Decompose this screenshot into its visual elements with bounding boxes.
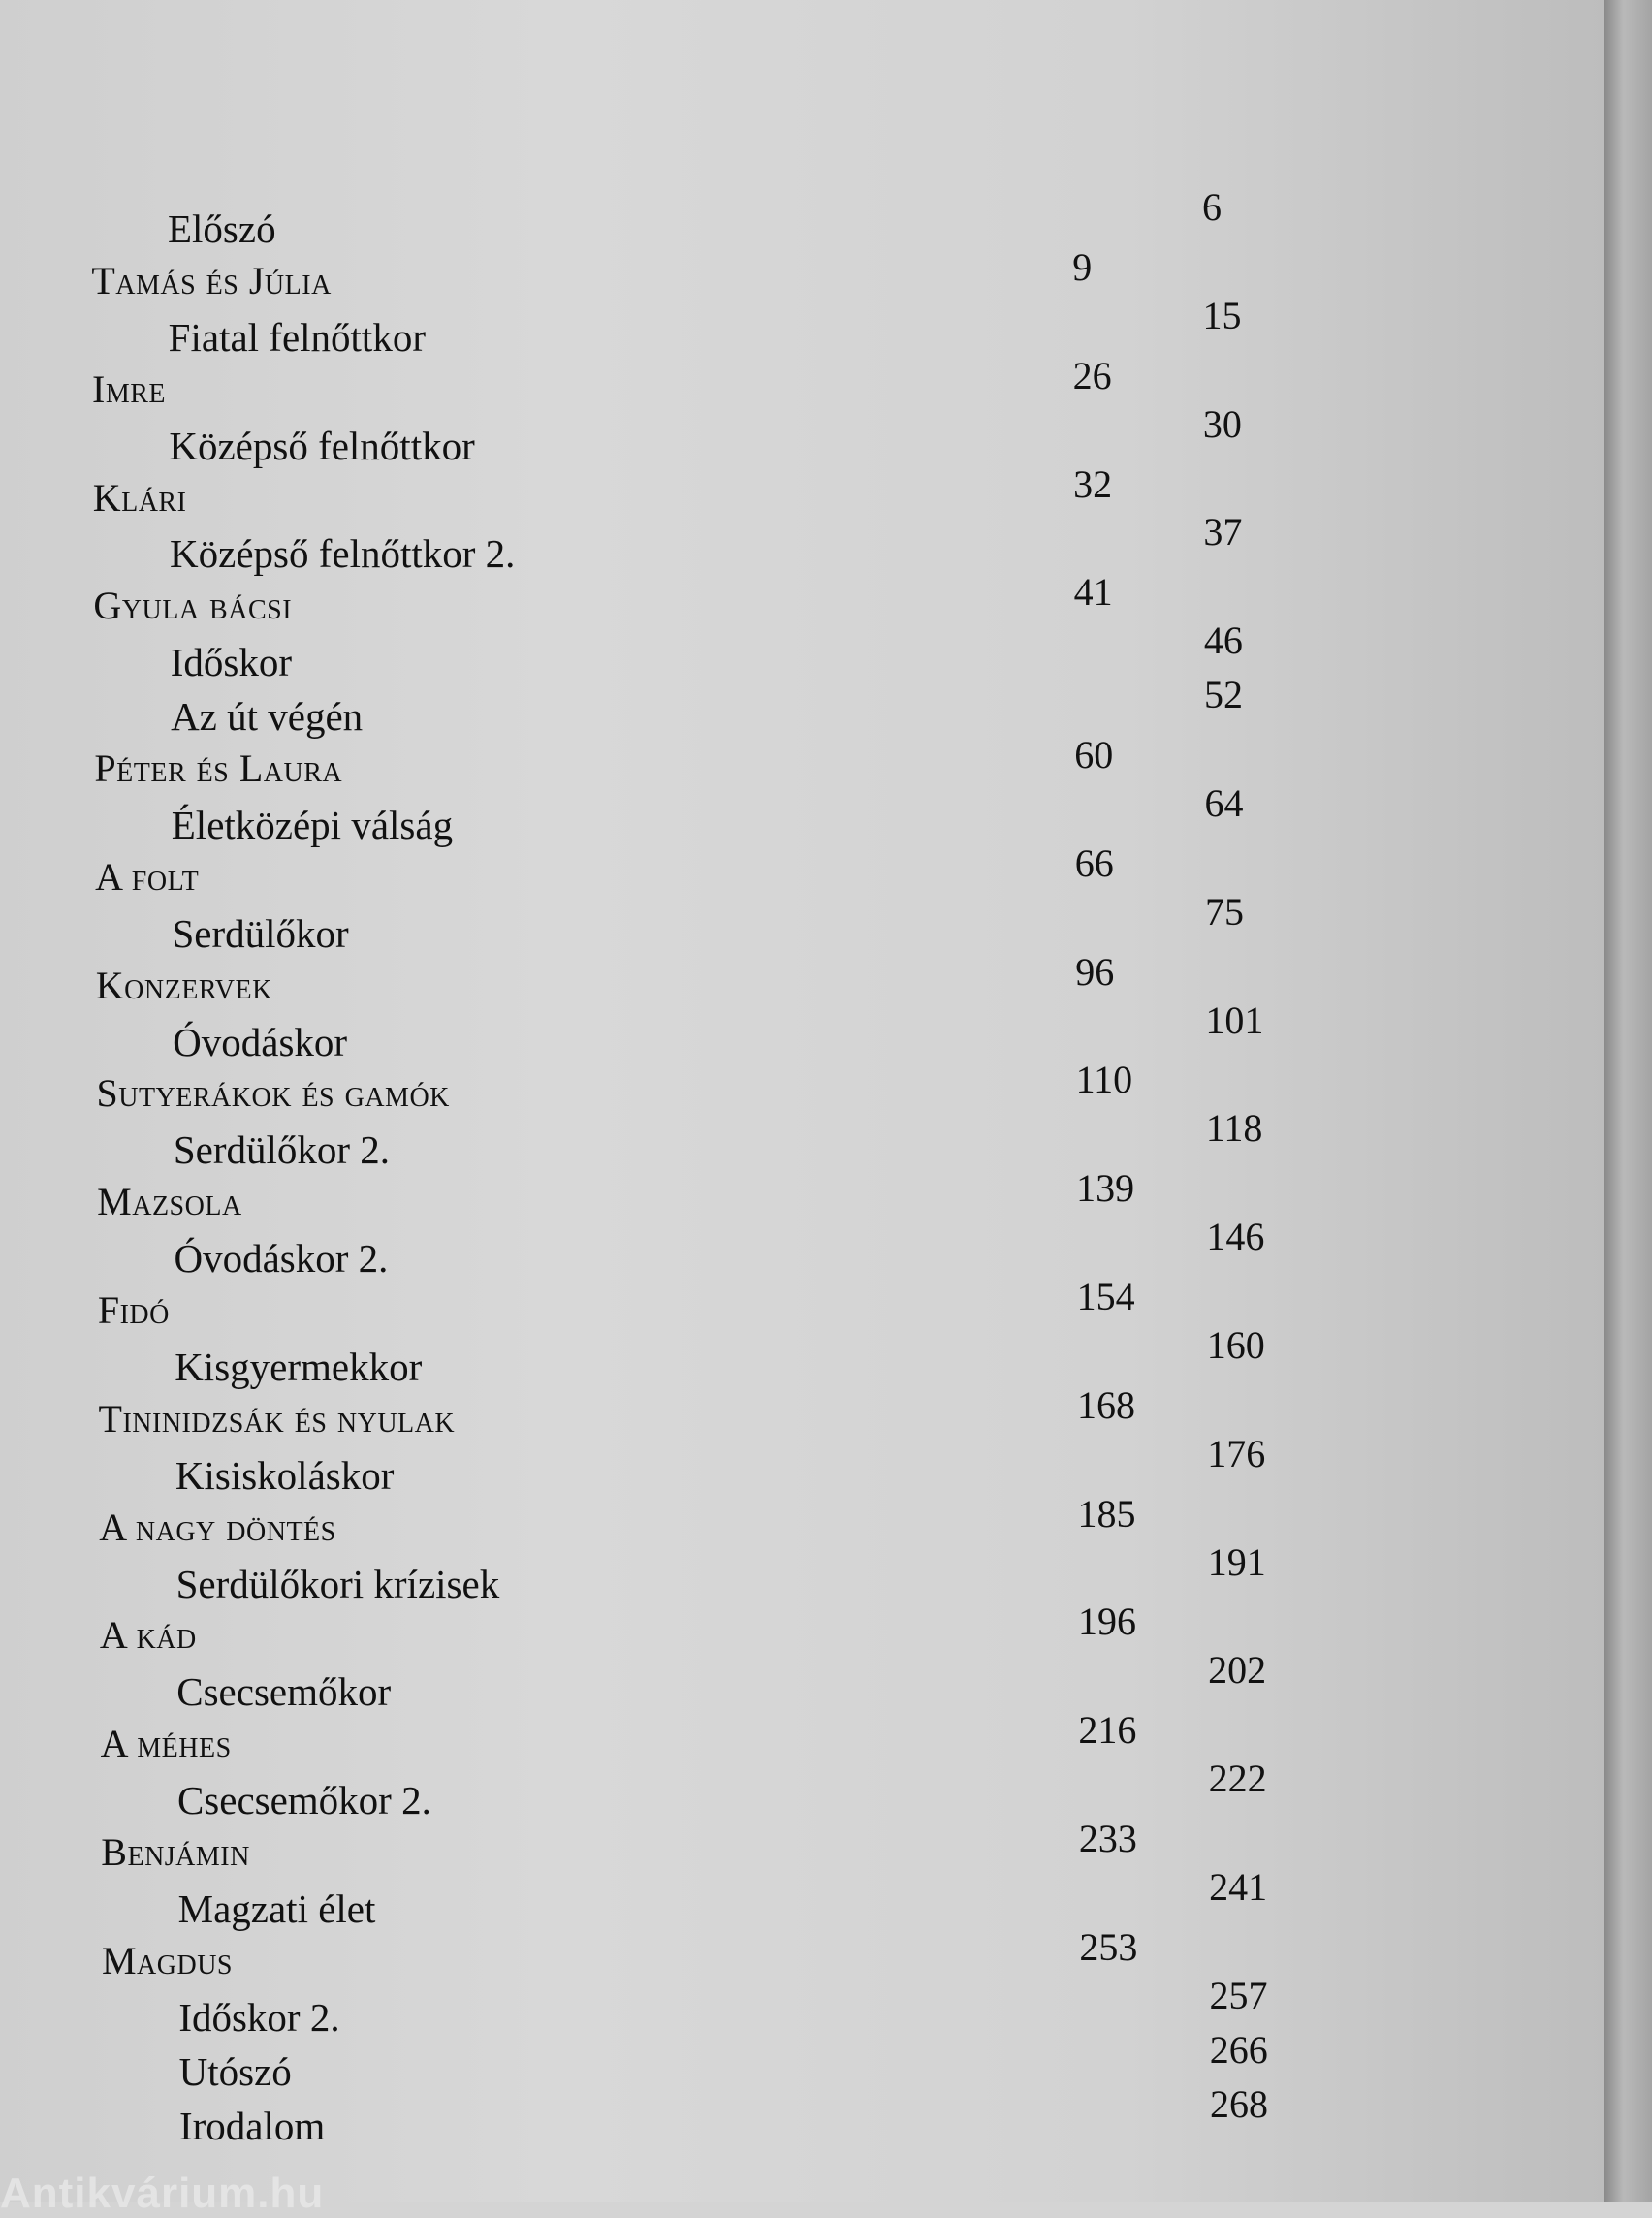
page-number: 30 (1202, 401, 1242, 446)
chapter-title: A kád (99, 1613, 197, 1658)
chapter-title: Klári (92, 475, 187, 520)
chapter-title: Sutyerákok és gamók (96, 1071, 450, 1116)
page-number: 154 (1076, 1275, 1135, 1318)
chapter-title: Tininidzsák és nyulak (98, 1396, 456, 1441)
page-number: 15 (1202, 293, 1242, 337)
page-number: 46 (1203, 618, 1243, 663)
section-title: Óvodáskor (173, 1019, 348, 1064)
page-number: 96 (1075, 949, 1115, 994)
page-number: 196 (1077, 1600, 1136, 1644)
page-number: 26 (1072, 353, 1112, 397)
section-title: Csecsemőkor (176, 1669, 392, 1715)
page-number: 202 (1208, 1648, 1267, 1693)
book-spine-edge (1604, 0, 1652, 2202)
chapter-title: Mazsola (97, 1180, 242, 1224)
page-number: 146 (1206, 1215, 1265, 1259)
chapter-title: Benjámin (101, 1830, 250, 1874)
page-number: 139 (1076, 1166, 1135, 1211)
section-title: Serdülőkori krízisek (175, 1561, 500, 1606)
chapter-title: Gyula bácsi (93, 584, 293, 628)
page-number: 37 (1203, 510, 1243, 554)
section-title: Időskor 2. (178, 1994, 340, 2040)
section-title: Az út végén (171, 694, 364, 740)
page-number: 75 (1204, 889, 1244, 934)
page-number: 9 (1072, 244, 1093, 289)
page-number: 253 (1079, 1924, 1138, 1969)
page-number: 66 (1074, 840, 1114, 885)
page-number: 41 (1073, 570, 1113, 615)
section-title: Magzati élet (177, 1885, 376, 1931)
chapter-title: Magdus (101, 1938, 233, 1982)
page-number: 233 (1078, 1817, 1137, 1860)
page-number: 110 (1075, 1058, 1133, 1102)
page-number: 176 (1207, 1431, 1266, 1475)
section-title: Kisiskoláskor (175, 1452, 395, 1498)
section-title: Serdülőkor (172, 910, 349, 956)
page-number: 241 (1209, 1864, 1268, 1909)
page-number: 268 (1210, 2081, 1268, 2126)
section-title: Fiatal felnőttkor (168, 314, 426, 360)
page-number: 52 (1204, 673, 1244, 717)
page-number: 101 (1205, 998, 1264, 1042)
watermark: Antikvárium.hu (0, 2170, 325, 2217)
page-number: 64 (1204, 780, 1244, 825)
page-number: 32 (1073, 461, 1113, 506)
section-title: Utószó (178, 2048, 292, 2094)
page-number: 257 (1209, 1973, 1268, 2017)
section-title: Csecsemőkor 2. (176, 1778, 431, 1823)
section-title: Serdülőkor 2. (173, 1127, 391, 1173)
page-number: 6 (1202, 185, 1222, 229)
chapter-title: A folt (95, 854, 200, 899)
section-title: Időskor (170, 640, 292, 685)
chapter-title: Péter és Laura (94, 746, 343, 790)
chapter-title: Fidó (97, 1288, 170, 1332)
section-title: Életközépi válság (171, 802, 454, 847)
chapter-title: Konzervek (95, 963, 272, 1007)
page-number: 60 (1074, 733, 1114, 776)
chapter-title: A méhes (100, 1722, 232, 1766)
section-title: Kisgyermekkor (175, 1344, 423, 1389)
section-title: Középső felnőttkor 2. (170, 531, 516, 577)
chapter-title: Tamás és Júlia (91, 258, 332, 302)
section-title: Előszó (168, 206, 276, 251)
page-number: 168 (1077, 1382, 1136, 1427)
section-title: Óvodáskor 2. (174, 1236, 389, 1282)
chapter-title: Imre (92, 366, 167, 411)
page-number: 185 (1077, 1491, 1136, 1536)
page-number: 191 (1207, 1539, 1266, 1584)
page-number: 222 (1208, 1757, 1267, 1801)
page-number: 266 (1209, 2027, 1268, 2072)
chapter-title: A nagy döntés (99, 1505, 336, 1549)
section-title: Középső felnőttkor (169, 423, 475, 468)
page-number: 160 (1206, 1322, 1265, 1367)
page-number: 118 (1205, 1106, 1263, 1151)
section-title: Irodalom (179, 2103, 326, 2148)
page-number: 216 (1078, 1708, 1137, 1753)
